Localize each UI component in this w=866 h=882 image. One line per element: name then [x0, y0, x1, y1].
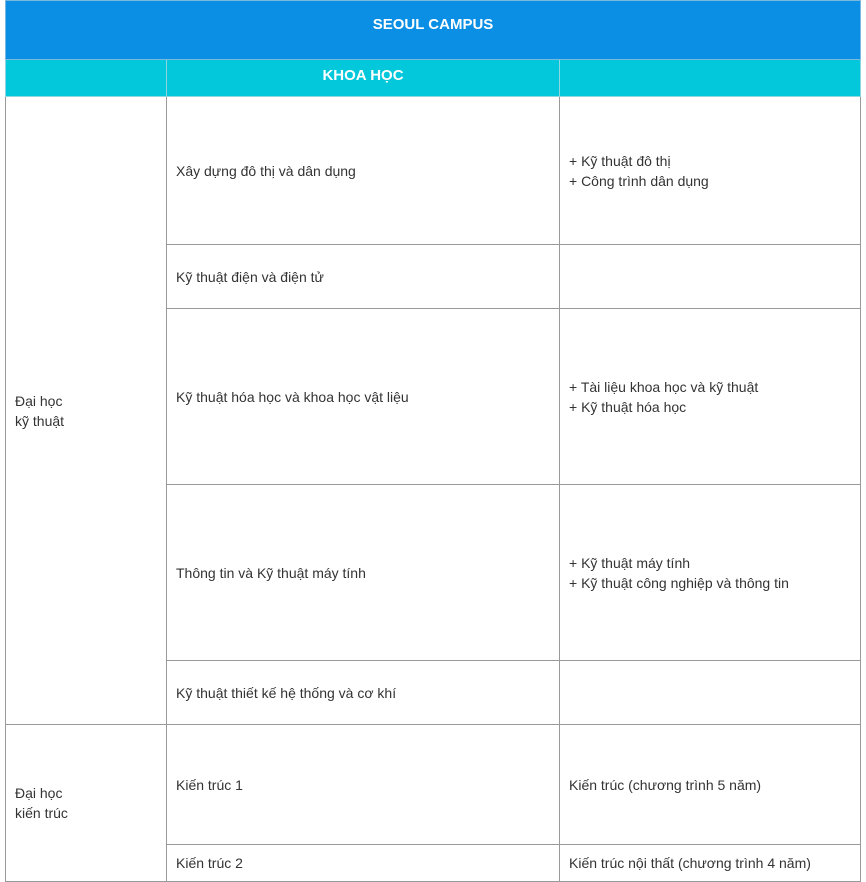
- details-cell: [560, 309, 861, 485]
- detail-line: + Tài liệu khoa học và kỹ thuật: [569, 378, 759, 395]
- header-cell-3: [560, 60, 861, 97]
- header-row: [6, 60, 861, 97]
- course-cell: Kỹ thuật thiết kế hệ thống và cơ khí: [167, 661, 560, 725]
- header-cell-1: [6, 60, 167, 97]
- detail-line: Kiến trúc nội thất (chương trình 4 năm): [569, 855, 811, 871]
- table-row: [6, 725, 861, 845]
- group-cell-engineering: [6, 97, 167, 725]
- table-title: SEOUL CAMPUS: [6, 1, 861, 60]
- details-cell: [560, 97, 861, 245]
- table-row: [6, 97, 861, 245]
- details-cell: [560, 661, 861, 725]
- group-name-line: kỹ thuật: [15, 412, 65, 429]
- group-name-line: Đại học: [15, 785, 63, 801]
- course-cell: Thông tin và Kỹ thuật máy tính: [167, 485, 560, 661]
- detail-line: + Kỹ thuật máy tính: [569, 554, 691, 571]
- details-cell: [560, 245, 861, 309]
- header-cell-khoa-hoc: KHOA HỌC: [167, 60, 560, 97]
- course-cell: Xây dựng đô thị và dân dụng: [167, 97, 560, 245]
- title-row: [6, 1, 861, 60]
- course-cell: Kiến trúc 1: [167, 725, 560, 845]
- course-cell: Kiến trúc 2: [167, 845, 560, 882]
- group-name-line: kiến trúc: [15, 805, 68, 821]
- details-cell: [560, 845, 861, 882]
- group-name-line: Đại học: [15, 392, 63, 409]
- detail-line: Kiến trúc (chương trình 5 năm): [569, 776, 762, 793]
- detail-line: + Kỹ thuật công nghiệp và thông tin: [569, 574, 789, 591]
- course-cell: Kỹ thuật điện và điện tử: [167, 245, 560, 309]
- detail-line: + Công trình dân dụng: [569, 172, 709, 189]
- group-cell-architecture: [6, 725, 167, 882]
- detail-line: + Kỹ thuật hóa học: [569, 398, 687, 415]
- detail-line: + Kỹ thuật đô thị: [569, 152, 671, 169]
- seoul-campus-table: [5, 0, 861, 882]
- details-cell: [560, 725, 861, 845]
- details-cell: [560, 485, 861, 661]
- course-cell: Kỹ thuật hóa học và khoa học vật liệu: [167, 309, 560, 485]
